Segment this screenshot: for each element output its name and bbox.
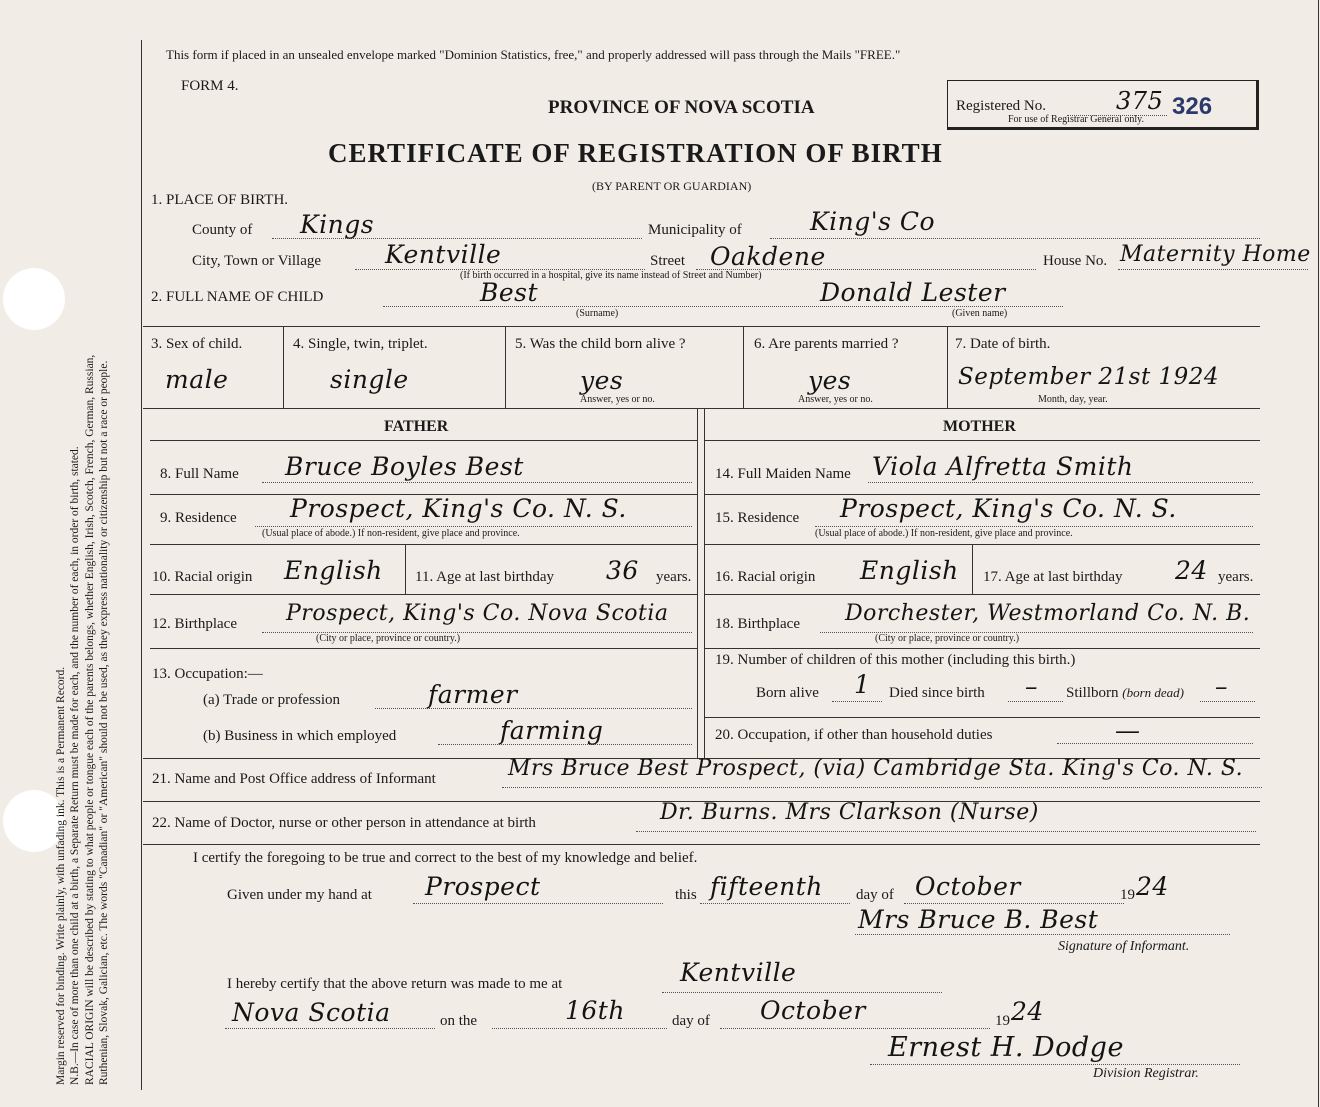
father-race-label: 10. Racial origin	[152, 569, 253, 585]
place-heading: 1. PLACE OF BIRTH.	[151, 192, 289, 208]
certificate-subtitle: (BY PARENT OR GUARDIAN)	[592, 179, 752, 193]
municipality-label: Municipality of	[648, 222, 742, 238]
surname-caption: (Surname)	[576, 308, 619, 319]
father-birthplace-caption: (City or place, province or country.)	[316, 633, 461, 644]
county-label: County of	[192, 222, 253, 238]
father-birthplace: Prospect, King's Co. Nova Scotia	[286, 601, 669, 626]
registered-number-box	[947, 80, 1259, 130]
mother-occupation-value: —	[1115, 716, 1141, 745]
punch-hole-top	[3, 268, 65, 330]
year-prefix: 19	[1120, 887, 1135, 903]
registrar-signature-caption: Division Registrar.	[1093, 1066, 1199, 1081]
father-residence: Prospect, King's Co. N. S.	[290, 494, 627, 523]
given-label: Given under my hand at	[227, 887, 372, 903]
binding-margin-line	[141, 40, 142, 1090]
form-number: FORM 4.	[181, 78, 239, 94]
trade-label: (a) Trade or profession	[203, 692, 341, 708]
mother-name-label: 14. Full Maiden Name	[715, 466, 851, 482]
father-age-unit: years.	[656, 569, 692, 585]
plurality-label: 4. Single, twin, triplet.	[293, 336, 428, 352]
mother-residence: Prospect, King's Co. N. S.	[840, 494, 1177, 523]
children-label: 19. Number of children of this mother (including this birth.)	[715, 652, 1076, 668]
signature-caption: Signature of Informant.	[1058, 939, 1190, 954]
registrar-signature: Ernest H. Dodge	[888, 1032, 1124, 1063]
plurality-value: single	[330, 365, 409, 394]
city-label: City, Town or Village	[192, 253, 322, 269]
margin-note-4: Ruthenian, Slovak, Galician, etc. The words "Canadian" or "American" should not be used, as they express nationality or citizenship but not a race or people.	[97, 360, 110, 1085]
registrar-year-suffix: 24	[1011, 997, 1044, 1026]
province-heading: PROVINCE OF NOVA SCOTIA	[548, 97, 815, 118]
alive-label: 5. Was the child born alive ?	[515, 336, 686, 352]
street-label: Street	[650, 253, 685, 269]
trade-value: farmer	[428, 680, 518, 709]
married-value: yes	[808, 366, 852, 395]
registrar-place: Kentville	[680, 958, 797, 987]
died-value: –	[1025, 672, 1038, 701]
this-label: this	[675, 887, 697, 903]
married-caption: Answer, yes or no.	[798, 394, 873, 405]
informant-value: Mrs Bruce Best Prospect, (via) Cambridge Sta. King's Co. N. S.	[508, 756, 1244, 781]
street-value: Oakdene	[710, 242, 826, 271]
margin-note-2: N.B.—In case of more than one child at a birth, a Separate Return must be made for each, and the number of each, in order of birth, stated.	[69, 446, 82, 1085]
sex-label: 3. Sex of child.	[151, 336, 243, 352]
father-residence-caption: (Usual place of abode.) If non-resident, give place and province.	[262, 528, 520, 539]
registered-number-stamp: 326	[1172, 93, 1213, 120]
registered-label: Registered No.	[956, 98, 1046, 114]
occupation-label: 13. Occupation:—	[152, 666, 263, 682]
stillborn-note: (born dead)	[1122, 685, 1185, 700]
certificate-title: CERTIFICATE OF REGISTRATION OF BIRTH	[328, 138, 943, 168]
municipality-value: King's Co	[810, 207, 936, 236]
registrar-month: October	[760, 996, 866, 1025]
stillborn-value: –	[1215, 672, 1228, 701]
father-heading: FATHER	[384, 418, 449, 435]
attendant-label: 22. Name of Doctor, nurse or other person in attendance at birth	[152, 815, 536, 831]
dob-caption: Month, day, year.	[1038, 394, 1108, 405]
dob-value: September 21st 1924	[958, 364, 1220, 390]
registered-number-hand: 375	[1116, 87, 1164, 115]
mother-race-label: 16. Racial origin	[715, 569, 816, 585]
registrar-year-prefix: 19	[995, 1013, 1010, 1029]
father-age-label: 11. Age at last birthday	[415, 569, 554, 585]
given-caption: (Given name)	[952, 308, 1008, 319]
on-the-label: on the	[440, 1013, 478, 1029]
born-alive-label: Born alive	[756, 685, 819, 701]
house-label: House No.	[1043, 253, 1108, 269]
born-alive-value: 1	[854, 670, 871, 699]
city-value: Kentville	[385, 240, 502, 269]
mail-note: This form if placed in an unsealed envelope marked "Dominion Statistics, free," and properly addressed will pass through the Mails "FREE."	[166, 47, 901, 62]
margin-notes	[54, 355, 111, 1085]
mother-birthplace-label: 18. Birthplace	[715, 616, 800, 632]
mother-birthplace-caption: (City or place, province or country.)	[875, 633, 1020, 644]
mother-residence-label: 15. Residence	[715, 510, 800, 526]
year-suffix: 24	[1136, 872, 1169, 901]
attendant-value: Dr. Burns. Mrs Clarkson (Nurse)	[660, 800, 1039, 825]
mother-age: 24	[1175, 556, 1208, 585]
mother-occupation-label: 20. Occupation, if other than household duties	[715, 727, 993, 743]
alive-value: yes	[580, 366, 624, 395]
married-label: 6. Are parents married ?	[754, 336, 899, 352]
house-value: Maternity Home	[1120, 242, 1311, 267]
father-race: English	[284, 556, 383, 585]
father-age: 36	[606, 556, 639, 585]
mother-residence-caption: (Usual place of abode.) If non-resident, give place and province.	[815, 528, 1073, 539]
father-name-label: 8. Full Name	[160, 466, 239, 482]
informant-label: 21. Name and Post Office address of Informant	[152, 771, 436, 787]
page-edge-line	[1318, 0, 1319, 1107]
registrar-day-of-label: day of	[672, 1013, 710, 1029]
informant-signature: Mrs Bruce B. Best	[858, 905, 1099, 934]
registrar-province: Nova Scotia	[232, 998, 391, 1027]
child-surname: Best	[480, 278, 539, 307]
day-value: fifteenth	[710, 872, 823, 901]
mother-age-unit: years.	[1218, 569, 1254, 585]
father-residence-label: 9. Residence	[160, 510, 237, 526]
alive-caption: Answer, yes or no.	[580, 394, 655, 405]
margin-note-3: RACIAL ORIGIN will be described by stating to what people or tongue each of the parents belongs, whether English, Irish, Scotch, French, German, Russian,	[83, 354, 96, 1085]
hospital-note: (If birth occurred in a hospital, give its name instead of Street and Number)	[460, 270, 762, 281]
business-label: (b) Business in which employed	[203, 728, 397, 744]
sex-value: male	[165, 365, 229, 394]
certification-statement: I certify the foregoing to be true and correct to the best of my knowledge and belief.	[193, 850, 698, 866]
day-of-label: day of	[856, 887, 894, 903]
registrar-day: 16th	[565, 996, 625, 1025]
county-value: Kings	[300, 210, 375, 239]
child-name-label: 2. FULL NAME OF CHILD	[151, 289, 324, 305]
father-birthplace-label: 12. Birthplace	[152, 616, 237, 632]
mother-name: Viola Alfretta Smith	[872, 452, 1134, 481]
dob-label: 7. Date of birth.	[955, 336, 1051, 352]
registrar-note: For use of Registrar General only.	[1008, 114, 1144, 125]
month-value: October	[915, 872, 1021, 901]
stillborn-label	[1066, 685, 1184, 702]
mother-birthplace: Dorchester, Westmorland Co. N. B.	[845, 601, 1251, 626]
stillborn-label-text: Stillborn	[1066, 685, 1119, 701]
business-value: farming	[500, 716, 604, 745]
given-place: Prospect	[425, 872, 541, 901]
margin-note-1: Margin reserved for binding. Write plainly, with unfading ink. This is a Permanent Record.	[55, 666, 67, 1085]
mother-race: English	[860, 556, 959, 585]
registrar-statement: I hereby certify that the above return was made to me at	[227, 976, 563, 992]
mother-age-label: 17. Age at last birthday	[983, 569, 1123, 585]
died-label: Died since birth	[889, 685, 985, 701]
father-name: Bruce Boyles Best	[285, 452, 524, 481]
mother-heading: MOTHER	[943, 418, 1016, 435]
child-given-name: Donald Lester	[820, 278, 1006, 307]
